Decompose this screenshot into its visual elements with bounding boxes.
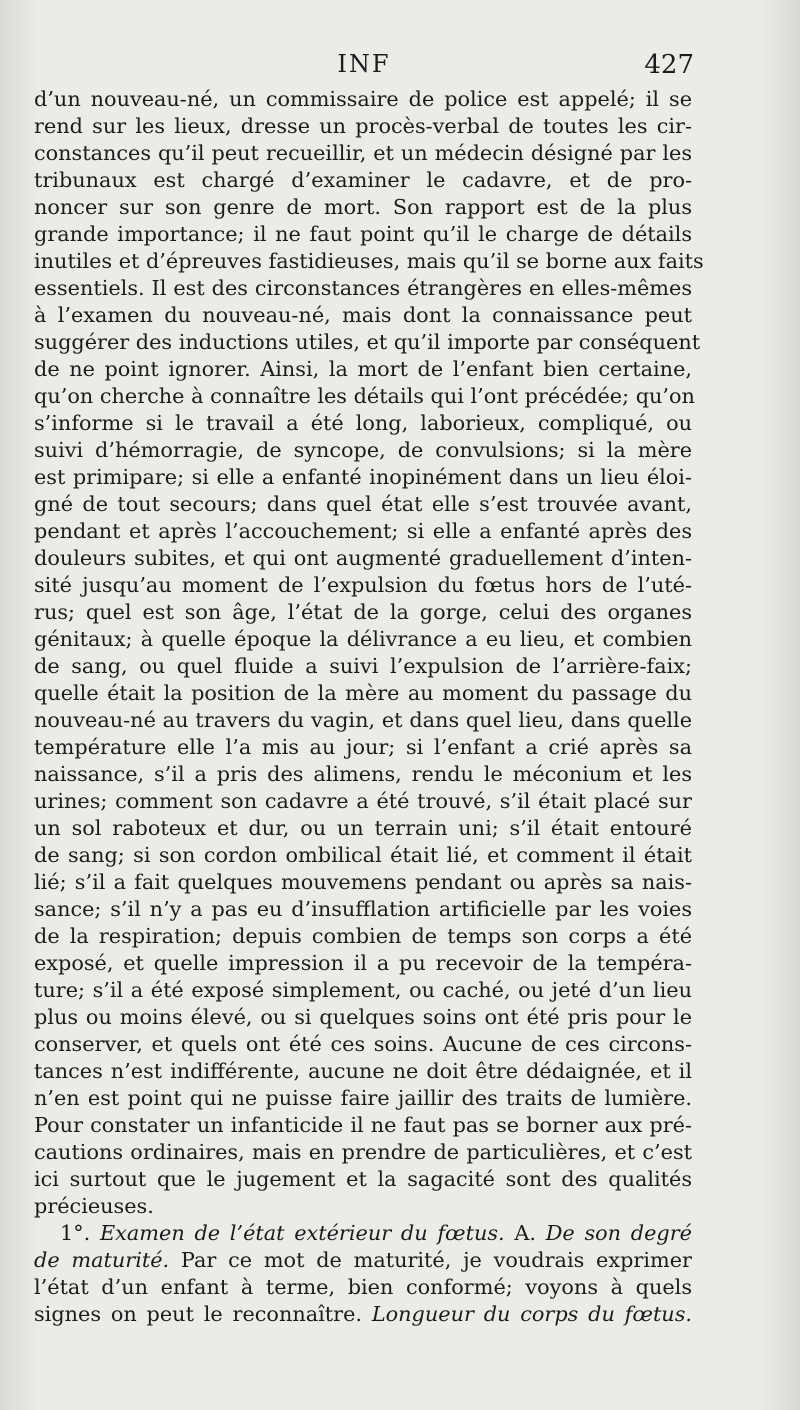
text-line: constances qu’il peut recueillir, et un médecin désigné par les	[34, 141, 692, 165]
text-line: de ne point ignorer. Ainsi, la mort de l’enfant bien certaine,	[34, 357, 692, 381]
text-line	[34, 1247, 692, 1274]
text-line: d’un nouveau-né, un commissaire de police est appelé; il se	[34, 87, 692, 111]
subheading-length: Longueur du corps du fœtus.	[371, 1302, 692, 1326]
subsection-title: De son degré	[545, 1221, 692, 1245]
text-line: grande importance; il ne faut point qu’il le charge de détails	[34, 222, 692, 246]
text-line: urines; comment son cadavre a été trouvé, s’il était placé sur	[34, 789, 692, 813]
text-line: s’informe si le travail a été long, laborieux, compliqué, ou	[34, 411, 692, 435]
text-line: gné de tout secours; dans quel état elle s’est trouvée avant,	[34, 492, 692, 516]
running-head: INF	[337, 50, 391, 78]
text-line: pendant et après l’accouchement; si elle a enfanté après des	[34, 519, 692, 543]
text-line: l’état d’un enfant à terme, bien conformé; voyons à quels	[34, 1275, 692, 1299]
text-line: qu’on cherche à connaître les détails qui l’ont précédée; qu’on	[34, 384, 695, 408]
text-line: lié; s’il a fait quelques mouvemens pendant ou après sa nais-	[34, 870, 692, 894]
text-line: ture; s’il a été exposé simplement, ou caché, ou jeté d’un lieu	[34, 978, 692, 1002]
text-line: cautions ordinaires, mais en prendre de particulières, et c’est	[34, 1140, 692, 1164]
text-line: sité jusqu’au moment de l’expulsion du fœtus hors de l’uté-	[34, 573, 692, 597]
section-number: 1°.	[60, 1221, 91, 1245]
text-line: plus ou moins élevé, ou si quelques soins ont été pris pour le	[34, 1005, 692, 1029]
text-line: suivi d’hémorragie, de syncope, de convulsions; si la mère	[34, 438, 692, 462]
text-line: à l’examen du nouveau-né, mais dont la connaissance peut	[34, 303, 692, 327]
text-line: ici surtout que le jugement et la sagacité sont des qualités	[34, 1167, 692, 1191]
text-line: quelle était la position de la mère au moment du passage du	[34, 681, 692, 705]
text-line	[34, 1301, 692, 1328]
text-line: rus; quel est son âge, l’état de la gorge, celui des organes	[34, 600, 692, 624]
text-line: de la respiration; depuis combien de temps son corps a été	[34, 924, 692, 948]
section-title: Examen de l’état extérieur du fœtus.	[99, 1221, 505, 1245]
text-line: sance; s’il n’y a pas eu d’insufflation artificielle par les voies	[34, 897, 692, 921]
text-line: tances n’est indifférente, aucune ne doit être dédaignée, et il	[34, 1059, 692, 1083]
text-line: essentiels. Il est des circonstances étrangères en elles-mêmes	[34, 276, 692, 300]
text-line: conserver, et quels ont été ces soins. Aucune de ces circons-	[34, 1032, 692, 1056]
text-line: suggérer des inductions utiles, et qu’il importe par conséquent	[34, 330, 701, 354]
page-number: 427	[644, 50, 694, 80]
text-line: Pour constater un infanticide il ne faut pas se borner aux pré-	[34, 1113, 692, 1137]
section-heading-line	[34, 1220, 692, 1247]
text-line: naissance, s’il a pris des alimens, rendu le méconium et les	[34, 762, 692, 786]
text-line: de sang; si son cordon ombilical était lié, et comment il était	[34, 843, 692, 867]
text-line: rend sur les lieux, dresse un procès-verbal de toutes les cir-	[34, 114, 692, 138]
text-line: température elle l’a mis au jour; si l’enfant a crié après sa	[34, 735, 692, 759]
subsection-title-cont: de maturité.	[34, 1248, 170, 1272]
text-line: précieuses.	[34, 1194, 154, 1218]
text-line: nouveau-né au travers du vagin, et dans quel lieu, dans quelle	[34, 708, 692, 732]
text-line: n’en est point qui ne puisse faire jaillir des traits de lumière.	[34, 1086, 692, 1110]
text-line: tribunaux est chargé d’examiner le cadavre, et de pro-	[34, 168, 692, 192]
text-line: un sol raboteux et dur, ou un terrain uni; s’il était entouré	[34, 816, 692, 840]
page-header	[34, 50, 694, 88]
text-line: est primipare; si elle a enfanté inopinément dans un lieu éloi-	[34, 465, 692, 489]
text-line: génitaux; à quelle époque la délivrance a eu lieu, et combien	[34, 627, 692, 651]
body-text	[34, 86, 704, 1328]
text-line: douleurs subites, et qui ont augmenté graduellement d’inten-	[34, 546, 692, 570]
text-line: exposé, et quelle impression il a pu recevoir de la tempéra-	[34, 951, 692, 975]
text-line: de sang, ou quel fluide a suivi l’expulsion de l’arrière-faix;	[34, 654, 692, 678]
text-line: noncer sur son genre de mort. Son rapport est de la plus	[34, 195, 692, 219]
text-run: Par ce mot de maturité, je voudrais exprimer	[180, 1248, 692, 1272]
subsection-letter: A.	[514, 1221, 536, 1245]
text-run: signes on peut le reconnaître.	[34, 1302, 362, 1326]
text-line: inutiles et d’épreuves fastidieuses, mais qu’il se borne aux faits	[34, 249, 704, 273]
